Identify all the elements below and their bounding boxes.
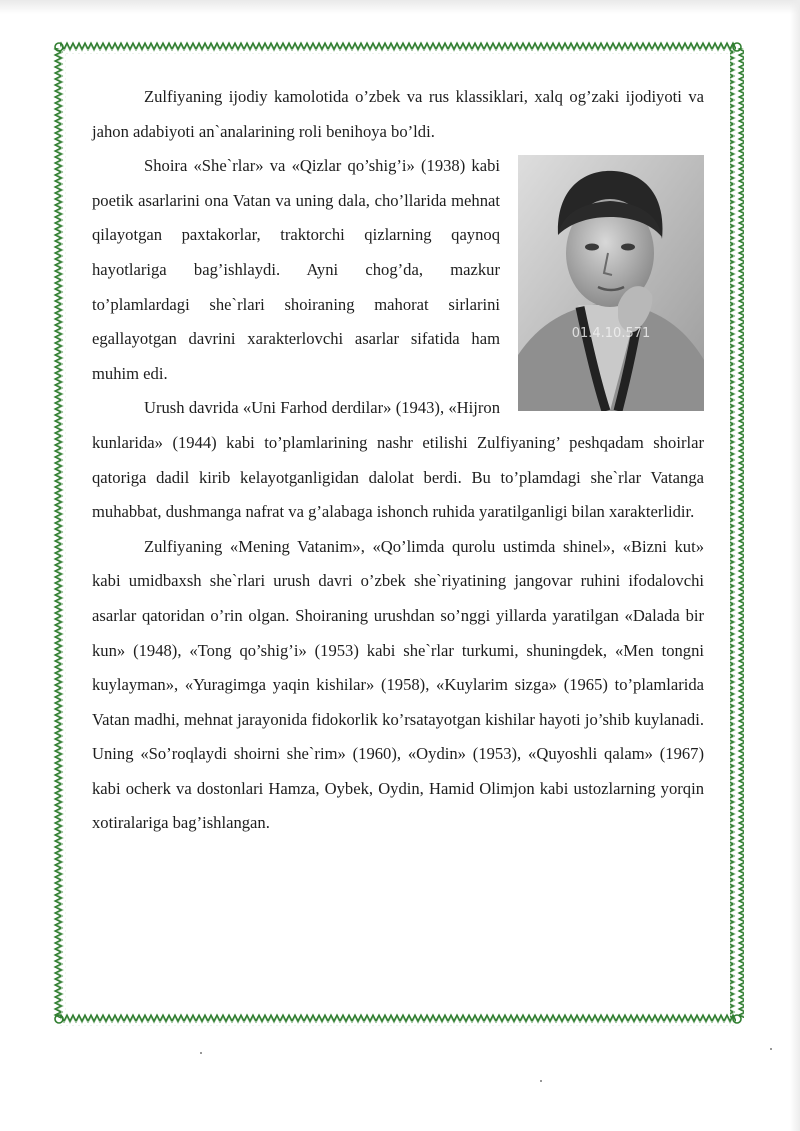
paragraph-4: Zulfiyaning «Mening Vatanim», «Qo’limda qurolu ustimda shinel», «Bizni kut» kabi umidbaxsh she`rlari urush davri o’zbek she`riyatining jangovar ruhini ifodalovchi asarlar qatoridan o’rin olgan. Shoiraning urushdan so’nggi yillarda yaratilgan «Dalada bir kun» (1948), «Tong qo’shig’i» (1953) kabi she`rlar turkumi, shuningdek, «Men tongni kuylayman», «Yuragimga yaqin kishilar» (1958), «Kuylarim sizga» (1965) to’plamlarida Vatan madhi, mehnat jarayonida fidokorlik ko’rsatayotgan kishilar hayoti jo’shib kuylanadi. Uning «So’roqlaydi shoirni she`rim» (1960), «Oydin» (1953), «Quyoshli qalam» (1967) kabi ocherk va dostonlari Hamza, Oybek, Oydin, Hamid Olimjon kabi ustozlarning yorqin xotiralariga bag’ishlangan.	[92, 536, 704, 833]
scan-shadow-right	[790, 0, 800, 1131]
border-bottom	[60, 1012, 736, 1026]
paragraph-2: Shoira «She`rlar» va «Qizlar qo’shig’i» (1938) kabi poetik asarlarini ona Vatan va uning dala, cho’llarida mehnat qilayotgan paxtakorlar, traktorchi qizlarning qaynoq hayotlariga bag’ishlaydi. Ayni chog’da, mazkur to’plamlardagi she`rlari shoiraning mahorat sirlarini egallayotgan davrini xarakterlovchi asarlar sifatida ham muhim edi.	[92, 156, 500, 383]
border-right	[730, 48, 744, 1018]
author-portrait	[518, 155, 704, 411]
portrait-watermark: 01.4.10.571	[571, 326, 651, 342]
text-body	[92, 80, 704, 841]
scan-speck	[770, 1048, 772, 1050]
paragraph-1: Zulfiyaning ijodiy kamolotida o’zbek va rus klassiklari, xalq og’zaki ijodiyoti va jahon adabiyoti an`analarining roli benihoya bo’ldi.	[92, 87, 704, 141]
scan-shadow-top	[0, 0, 800, 14]
portrait-photo	[518, 155, 704, 411]
paragraph-3: Urush davrida «Uni Farhod derdilar» (1943), «Hijron kunlarida» (1944) kabi to’plamlarining nashr etilishi Zulfiyaning’ peshqadam shoirlar qatoriga dadil kirib kelayotganligidan dalolat berdi. Bu to’plamdagi she`rlar Vatanga muhabbat, dushmanga nafrat va g’alabaga ishonch ruhida yaratilganligi bilan xarakterlidir.	[92, 398, 704, 522]
border-left	[52, 48, 66, 1018]
scan-speck	[540, 1080, 542, 1082]
border-top	[60, 40, 736, 54]
scan-speck	[200, 1052, 202, 1054]
